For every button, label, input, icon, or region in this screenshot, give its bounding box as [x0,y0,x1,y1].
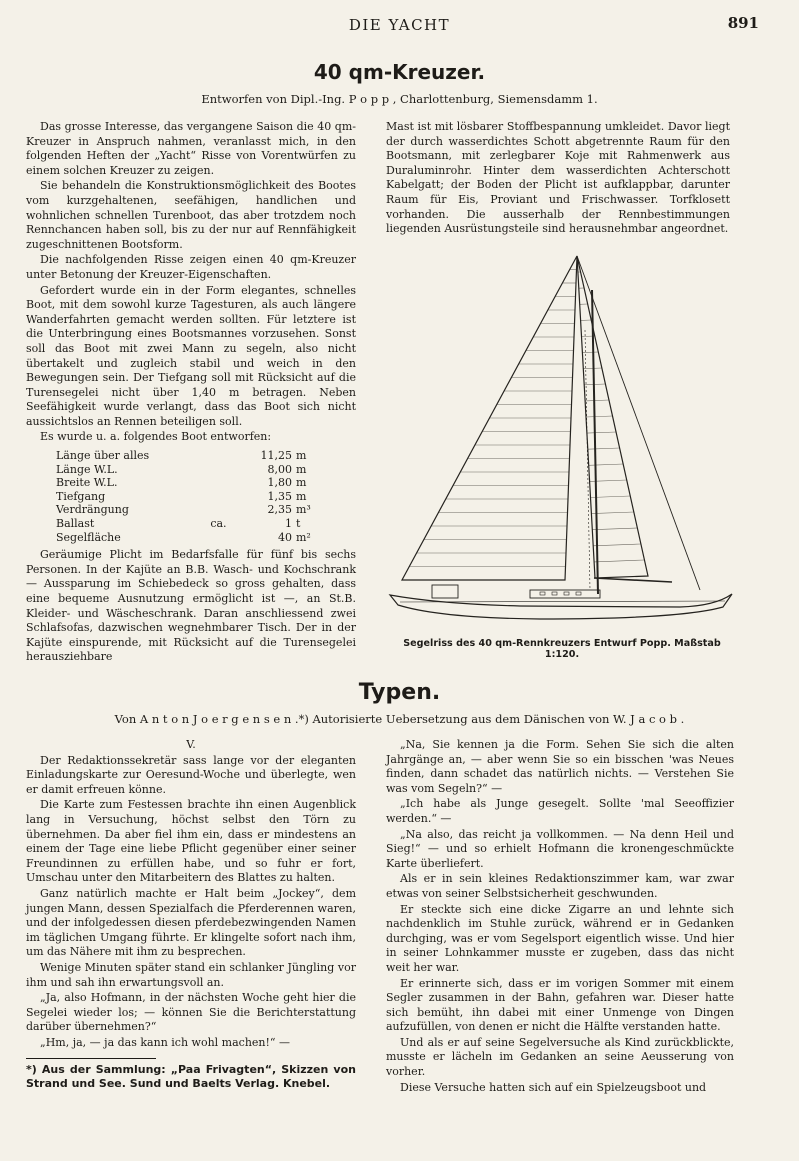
paragraph: Die Karte zum Festessen brachte ihn einen Augenblick lang in Versuchung, höchst selbst den Törn zu übernehmen. Da aber fiel ihm ein, dass er mindestens an einem der Tage eine liebe Pflicht gegenüber einer seiner Freundinnen zu erfüllen habe, und so fuhr er fort, Umschau unter den Mitarbeitern des Blattes zu halten. [26,798,356,885]
rigging-dotted [585,330,590,590]
spec-prefix [210,476,237,490]
paragraph: Sie behandeln die Konstruktionsmöglichkeit des Bootes vom kurzgehaltenen, seefähigen, handlichen und wohnlichen schnellen Turenboot, das aber trotzdem noch Rennchancen haben soll, bis zu der nur auf Rennfähigkeit zugeschnittenen Bootsform. [26,179,356,251]
figure-caption: Segelriss des 40 qm-Rennkreuzers Entwurf Popp. Maßstab 1:120. [403,638,721,660]
spec-value: 1,80 [267,476,292,490]
byline-kreuzer: Entworfen von Dipl.-Ing. P o p p , Charlottenburg, Siemensdamm 1. [201,92,598,106]
spec-unit: m [296,449,307,463]
paragraph: Das grosse Interesse, das vergangene Saison die 40 qm-Kreuzer in Anspruch nahmen, veranlasst mich, in den folgenden Heften der „Yacht“ Risse von Vorentwürfen zu einem solchen Kreuzer zu zeigen. [26,120,356,177]
spec-unit: m [296,476,307,490]
paragraph: Der Redaktionssekretär sass lange vor der eleganten Einladungskarte zur Oeresund-Woche und überlegte, wen er damit erfreuen könne. [26,753,356,796]
spec-value: 1,35 [267,489,292,503]
sail-plan-figure [380,250,740,630]
paragraph: Er steckte sich eine dicke Zigarre an und lehnte sich nachdenklich im Stuhle zurück, während er in Gedanken durchging, was er vom Segelsport eigentlich wisse. Und hier in seiner Lohnkammer musste er zugeben, dass das nicht weit her war. [386,902,734,974]
paragraph: Geräumige Plicht im Bedarfsfalle für fünf bis sechs Personen. In der Kajüte an B.B. Wasch- und Kochschrank — Aussparung im Schiebedeck so gross gehalten, dass eine bequeme Ausnutzung ermöglicht ist —, an St.B. Kleider- und Wäscheschrank. Daran anschliessend zwei Schlafsofas, dazwischen wegnehmbarer Tisch. Der in der Kajüte einspurende, mit Rücksicht auf die Turensegelei herausziehbare [26,548,356,664]
cockpit-coaming [432,585,458,598]
article-title-kreuzer: 40 qm-Kreuzer. [313,60,486,84]
paragraph: Mast ist mit lösbarer Stoffbespannung umkleidet. Davor liegt der durch wasserdichtes Schott abgetrennte Raum für den Bootsmann, mit zerlegbarer Koje mit Rahmenwerk aus Duraluminrohr. Hinter dem wasserdichten Achterschott Kabelgatt; der Boden der Plicht ist aufklappbar, darunter Raum für Eis, Proviant und Frischwasser. Torfklosett vorhanden. Die ausserhalb der Rennbestimmungen liegenden Ausrüstungsteile sind herausnehmbar angeordnet. [386,120,730,236]
page-number: 891 [727,14,759,32]
page-header [0,14,799,38]
spec-prefix [210,503,237,517]
spec-prefix: ca. [210,517,227,531]
article-typen-right-column [386,738,734,1096]
spec-unit: m [296,462,307,476]
paragraph: Als er in sein kleines Redaktionszimmer kam, war zwar etwas von seiner Selbstsicherheit geschwunden. [386,872,734,900]
spec-unit: t [296,517,301,531]
paragraph: Er erinnerte sich, dass er im vorigen Sommer mit einem Segler zusammen in der Bahn, gefahren war. Dieser hatte sich bemüht, ihn dabei mit einer Unmenge von Dingen aufzufüllen, von denen er nicht die Hälfte verstanden hatte. [386,976,734,1034]
paragraph: „Hm, ja, — ja das kann ich wohl machen!“ — [40,1035,291,1049]
paragraph: Es wurde u. a. folgendes Boot entworfen: [40,430,272,444]
sheer-line [400,601,725,602]
footnote: *) Aus der Sammlung: „Paa Frivagten“, Skizzen von Strand und See. Sund und Baelts Verlag. Knebel. [26,1063,356,1090]
spec-row [56,503,326,517]
paragraph: Und als er auf seine Segelversuche als Kind zurückblickte, musste er lächeln im Gedanken an seine Aeusserung von vorher. [386,1035,734,1079]
spec-label: Länge über alles [56,449,150,463]
article-kreuzer-right-column [386,120,730,238]
running-title: DIE YACHT [348,16,451,34]
spec-prefix [210,463,237,477]
specs-table [56,449,326,544]
footnote-divider [26,1058,156,1059]
spec-prefix [210,531,237,545]
article-typen-left-column [26,738,356,1051]
spec-value: 2,35 [267,503,292,517]
paragraph: Gefordert wurde ein in der Form elegantes, schnelles Boot, mit dem sowohl kurze Tagesturen, als auch längere Wanderfahrten gemacht werden sollten. Für letztere ist die Unterbringung eines Bootsmannes vorzusehen. Sonst soll das Boot mit zwei Mann zu segeln, also nicht übertakelt und zugleich stabil und weich in den Bewegungen sein. Der Tiefgang soll mit Rücksicht auf die Turensegelei nicht über 1,40 m betragen. Neben Seefähigkeit wurde verlangt, dass das Boot sich nicht aussichtslos an Rennen beteiligen soll. [26,283,356,428]
portholes [540,592,581,595]
spec-row [56,476,326,490]
section-number: V. [186,738,196,751]
cabin-top [530,590,600,598]
paragraph: „Ja, also Hofmann, in der nächsten Woche geht hier die Segelei wieder los; — können Sie die Berichterstattung darüber übernehmen?“ [26,991,356,1034]
paragraph: Wenige Minuten später stand ein schlanker Jüngling vor ihm und sah ihn erwartungsvoll an. [26,960,356,989]
spec-row [56,517,326,531]
spec-value: 1 [285,517,292,531]
paragraph: Die nachfolgenden Risse zeigen einen 40 qm-Kreuzer unter Betonung der Kreuzer-Eigenschaften. [26,253,356,281]
spec-value: 8,00 [267,462,292,476]
spec-prefix [210,449,237,463]
spec-unit: m [296,489,307,503]
boom [594,578,672,582]
spec-row [56,463,326,477]
spec-value: 11,25 [260,449,292,463]
spec-row [56,490,326,504]
spec-label: Verdrängung [56,503,129,517]
spec-value: 40 [278,530,292,544]
paragraph: „Na also, das reicht ja vollkommen. — Na denn Heil und Sieg!“ — und so erhielt Hofmann die kronengeschmückte Karte überliefert. [386,827,734,870]
spec-label: Segelfläche [56,530,121,544]
spec-row [56,531,326,545]
paragraph: Ganz natürlich machte er Halt beim „Jockey“, dem jungen Mann, dessen Spezialfach die Pferderennen waren, und der infolgedessen diesen pferdebezwingenden Namen im täglichen Umgang führte. Er klingelte sofort nach ihm, um das Nähere mit ihm zu besprechen. [26,886,356,959]
spec-prefix [210,490,237,504]
sail-plan-drawing [380,250,740,630]
byline-typen: Von A n t o n J o e r g e n s e n .*) Autorisierte Uebersetzung aus dem Dänischen von W. J a c o b . [114,712,685,726]
paragraph: „Ich habe als Junge gesegelt. Sollte 'mal Seeoffizier werden.“ — [386,797,734,825]
spec-label: Breite W.L. [56,476,118,490]
spec-label: Tiefgang [56,489,106,503]
spec-unit: m³ [296,503,311,517]
spec-label: Länge W.L. [56,462,118,476]
spec-row [56,449,326,463]
article-title-typen: Typen. [358,680,441,705]
spec-unit: m² [296,530,311,544]
paragraph: „Na, Sie kennen ja die Form. Sehen Sie sich die alten Jahrgänge an, — aber wenn Sie so ein bisschen 'was Neues finden, dann schadet das natürlich nichts. — Verstehen Sie was vom Segeln?“ — [386,738,734,795]
article-kreuzer-left-column [26,120,356,666]
spec-label: Ballast [56,517,95,531]
paragraph: Diese Versuche hatten sich auf ein Spielzeugsboot und [400,1080,707,1094]
